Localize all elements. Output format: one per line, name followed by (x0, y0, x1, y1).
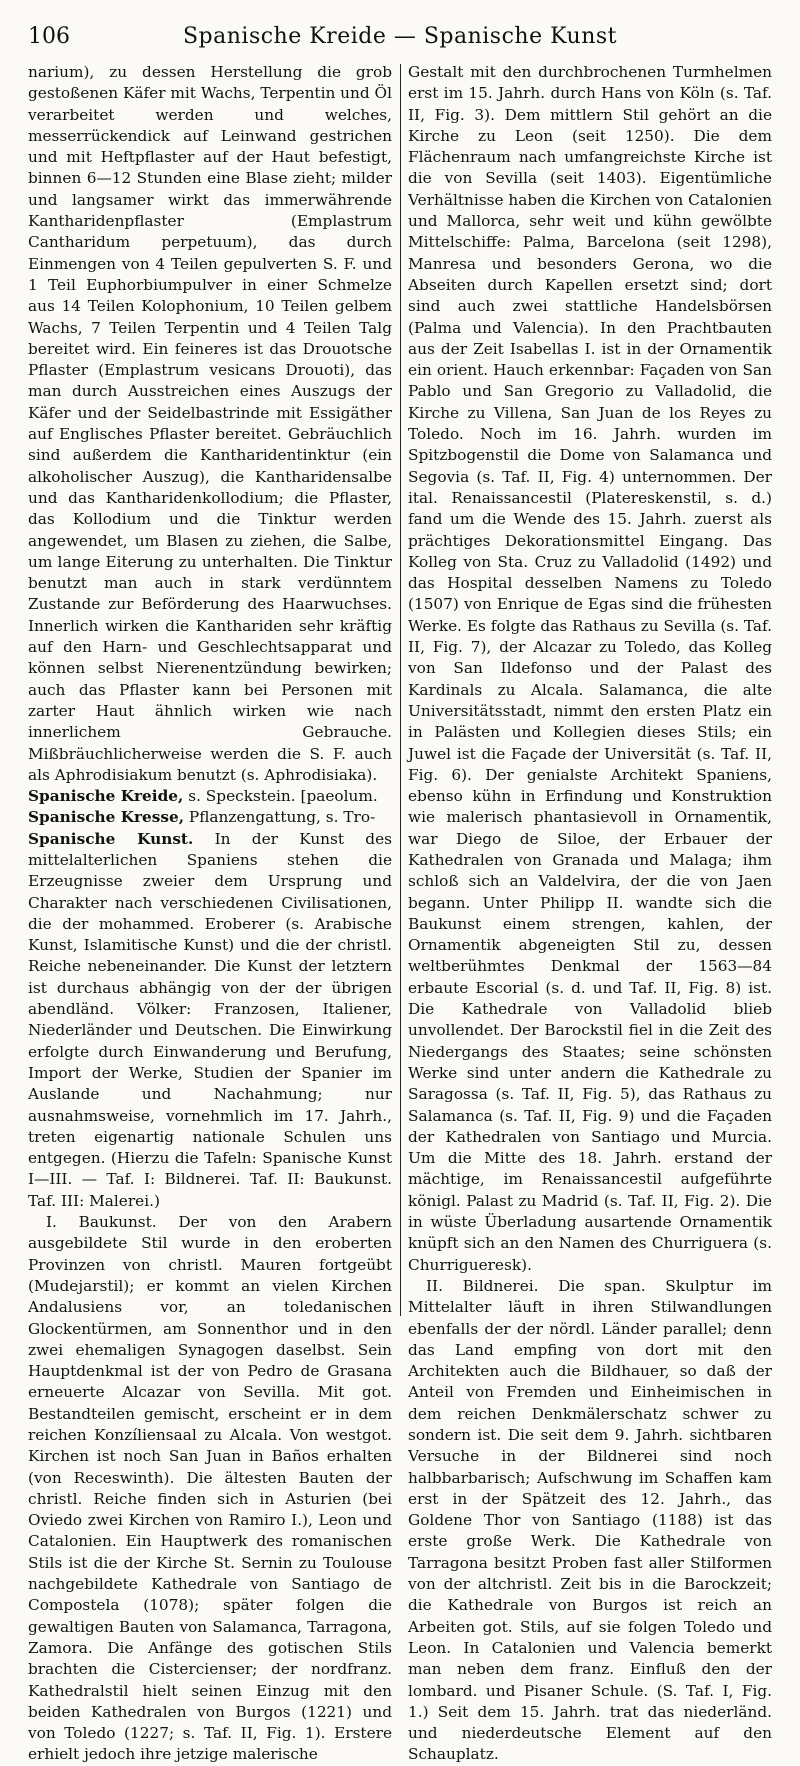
left-column (28, 62, 392, 1766)
entry-spanische-kresse (28, 807, 392, 828)
running-head: Spanische Kreide — Spanische Kunst (182, 24, 618, 49)
entry-text: In der Kunst des mittelalterlichen Spaniens stehen die Erzeugnisse zweier dem Ursprung und Charakter nach verschiedenen Civilisationen, die der mohammed. Eroberer (s. Arabische Kunst, Islamitische Kunst) und die der christl. Reiche nebeneinander. Die Kunst der letztern ist durchaus abhängig von der der übrigen abendländ. Völker: Franzosen, Italiener, Niederländer und Deutschen. Die Einwirkung erfolgte durch Einwanderung und Berufung, Import der Werke, Studien der Spanier im Auslande und Nachahmung; nur ausnahmsweise, vornehmlich im 17. Jahrh., treten eigenartig nationale Schulen uns entgegen. (Hierzu die Tafeln: Spanische Kunst I—III. — Taf. I: Bildnerei. Taf. II: Baukunst. Taf. III: Malerei.) (28, 829, 392, 1210)
entry-text: s. Speckstein. [paeolum. (183, 787, 378, 806)
entry-spanische-kunst (28, 829, 392, 1212)
page-number: 106 (28, 24, 70, 49)
entry-headword: Spanische Kreide, (28, 787, 184, 806)
text-columns (28, 62, 772, 1766)
entry-headword: Spanische Kunst. (28, 829, 194, 848)
baukunst-continuation: Gestalt mit den durchbrochenen Turmhelmen erst im 15. Jahrh. durch Hans von Köln (s. Taf. II, Fig. 3). Dem mittlern Stil gehört an die Kirche zu Leon (seit 1250). Die dem Flächenraum nach umfangreichste Kirche ist die von Sevilla (seit 1403). Eigentümliche Verhältnisse haben die Kirchen von Catalonien und Mallorca, sehr weit und kühn gewölbte Mittelschiffe: Palma, Barcelona (seit 1298), Manresa und besonders Gerona, wo die Abseiten durch Kapellen ersetzt sind; dort sind auch zwei stattliche Handelsbörsen (Palma und Valencia). In den Prachtbauten aus der Zeit Isabellas I. ist in der Ornamentik ein orient. Hauch erkennbar: Façaden von San Pablo und San Gregorio zu Valladolid, die Kirche zu Villena, San Juan de los Reyes zu Toledo. Noch im 16. Jahrh. wurden im Spitzbogenstil die Dome von Salamanca und Segovia (s. Taf. II, Fig. 4) unternommen. Der ital. Renaissancestil (Platereskenstil, s. d.) fand um die Wende des 15. Jahrh. zuerst als prächtiges Dekorationsmittel Eingang. Das Kolleg von Sta. Cruz zu Valladolid (1492) und das Hospital desselben Namens zu Toledo (1507) von Enrique de Egas sind die frühesten Werke. Es folgte das Rathaus zu Sevilla (s. Taf. II, Fig. 7), der Alcazar zu Toledo, das Kolleg von San Ildefonso und der Palast des Kardinals zu Alcala. Salamanca, die alte Universitätsstadt, nimmt den ersten Platz ein in Palästen und Kollegien dieses Stils; ein Juwel ist die Façade der Universität (s. Taf. II, Fig. 6). Der genialste Architekt Spaniens, ebenso kühn in Erfindung und Konstruktion wie malerisch phantasievoll in Ornamentik, war Diego de Siloe, der Erbauer der Kathedralen von Granada und Malaga; ihm schloß sich an Valdelvira, der die von Jaen begann. Unter Philipp II. wandte sich die Baukunst einem strengen, kahlen, der Ornamentik abgeneigten Stil zu, dessen weltberühmtes Denkmal der 1563—84 erbaute Escorial (s. d. und Taf. II, Fig. 8) ist. Die Kathedrale von Valladolid blieb unvollendet. Der Barockstil fiel in die Zeit des Niedergangs des Staates; seine schönsten Werke sind unter andern die Kathedrale zu Saragossa (s. Taf. II, Fig. 5), das Rathaus zu Salamanca (s. Taf. II, Fig. 9) und die Façaden der Kathedralen von Santiago und Murcia. Um die Mitte des 18. Jahrh. erstand der mächtige, im Renaissancestil aufgeführte königl. Palast zu Madrid (s. Taf. II, Fig. 2). Die in wüste Überladung ausartende Ornamentik knüpft sich an den Namen des Churriguera (s. Churrigueresk). (408, 63, 772, 1274)
column-divider (400, 64, 401, 1316)
section-bildnerei: II. Bildnerei. Die span. Skulptur im Mittelalter läuft in ihren Stilwandlungen ebenfalls der der nördl. Länder parallel; denn das Land empfing von dort mit den Architekten auch die Bildhauer, so daß der Anteil von Fremden und Einheimischen in dem reichen Denkmälerschatz schwer zu sondern ist. Die seit dem 9. Jahrh. sichtbaren Versuche in der Bildnerei sind noch halbbarbarisch; Aufschwung im Schaffen kam erst in der Spätzeit des 12. Jahrh., das Goldene Thor von Santiago (1188) ist das erste große Werk. Die Kathedrale von Tarragona besitzt Proben fast aller Stilformen von der altchristl. Zeit bis in die Barockzeit; die Kathedrale von Burgos ist reich an Arbeiten got. Stils, auf sie folgen Toledo und Leon. In Catalonien und Valencia bemerkt man neben dem franz. Einfluß den der lombard. und Pisaner Schule. (S. Taf. I, Fig. 1.) Seit dem 15. Jahrh. trat das niederländ. und niederdeutsche Element auf den Schauplatz. (408, 1276, 772, 1764)
kanthariden-continuation: narium), zu dessen Herstellung die grob gestoßenen Käfer mit Wachs, Terpentin und Öl verarbeitet werden und welches, messerrückendick auf Leinwand gestrichen und mit Heftpflaster auf der Haut befestigt, binnen 6—12 Stunden eine Blase zieht; milder und langsamer wirkt das immerwährende Kantharidenpflaster (Emplastrum Cantharidum perpetuum), das durch Einmengen von 4 Teilen gepulverten S. F. und 1 Teil Euphorbiumpulver in einer Schmelze aus 14 Teilen Kolophonium, 10 Teilen gelbem Wachs, 7 Teilen Terpentin und 4 Teilen Talg bereitet wird. Ein feineres ist das Drouotsche Pflaster (Emplastrum vesicans Drouoti), das man durch Ausstreichen eines Auszugs der Käfer und der Seidelbastrinde mit Essigäther auf Englisches Pflaster bereitet. Gebräuchlich sind außerdem die Kantharidentinktur (ein alkoholischer Auszug), die Kantharidensalbe und das Kantharidenkollodium; die Pflaster, das Kollodium und die Tinktur werden angewendet, um Blasen zu ziehen, die Salbe, um lange Eiterung zu unterhalten. Die Tinktur benutzt man auch in stark verdünntem Zustande zur Beförderung des Haarwuchses. Innerlich wirken die Kanthariden sehr kräftig auf den Harn- und Geschlechtsapparat und können selbst Nierenentzündung bewirken; auch das Pflaster kann bei Personen mit zarter Haut ähnlich wirken wie nach innerlichem Gebrauche. Mißbräuchlicherweise werden die S. F. auch als Aphrodisiakum benutzt (s. Aphrodisiaka). (28, 63, 392, 784)
entry-spanische-kreide (28, 786, 392, 807)
section-baukunst: I. Baukunst. Der von den Arabern ausgebildete Stil wurde in den eroberten Provinzen von christl. Mauren fortgeübt (Mudejarstil); er kommt an vielen Kirchen Andalusiens vor, an toledanischen Glockentürmen, am Sonnenthor und in den zwei ehemaligen Synagogen daselbst. Sein Hauptdenkmal ist der von Pedro de Grasana erneuerte Alcazar von Sevilla. Mit got. Bestandteilen gemischt, erscheint er in dem reichen Konzíliensaal zu Alcala. Von westgot. Kirchen ist noch San Juan in Baños erhalten (von Receswinth). Die ältesten Bauten der christl. Reiche finden sich in Asturien (bei Oviedo zwei Kirchen von Ramiro I.), Leon und Catalonien. Ein Hauptwerk des romanischen Stils ist die der Kirche St. Sernin zu Toulouse nachgebildete Kathedrale von Santiago de Compostela (1078); später folgen die gewaltigen Bauten von Salamanca, Tarragona, Zamora. Die Anfänge des gotischen Stils brachten die Cistercienser; der nordfranz. Kathedralstil hielt seinen Einzug mit den beiden Kathedralen von Burgos (1221) und von Toledo (1227; s. Taf. II, Fig. 1). Erstere erhielt jedoch ihre jetzige malerische (28, 1213, 392, 1764)
right-column (408, 62, 772, 1766)
entry-headword: Spanische Kresse, (28, 808, 185, 827)
entry-text: Pflanzengattung, s. Tro- (184, 808, 376, 827)
page-header (28, 22, 772, 62)
